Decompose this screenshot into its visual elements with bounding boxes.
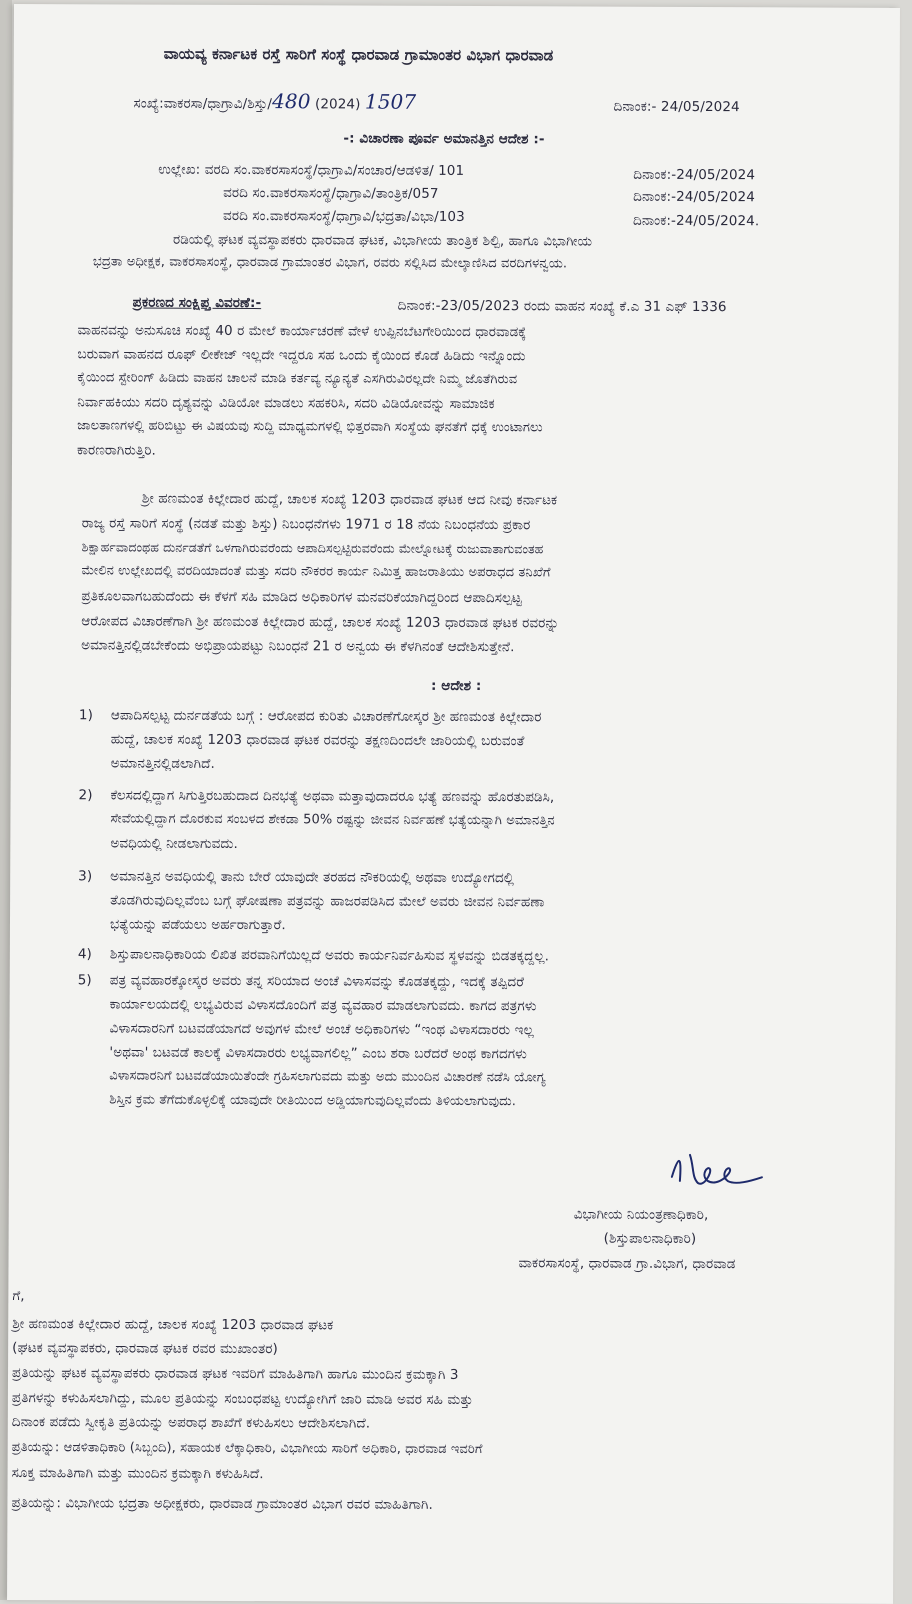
ref-handwritten-serial: 1507 (364, 89, 417, 114)
order-title: -: ವಿಚಾರಣಾ ಪೂರ್ವ ಅಮಾನತ್ತಿನ ಆದೇಶ :- (343, 130, 545, 148)
order-heading: : ಆದೇಶ : (430, 677, 482, 695)
recipient-via: (ಘಟಕ ವ್ಯವಸ್ಥಾಪಕರು, ಧಾರವಾಡ ಘಟಕ ರವರ ಮುಖಾಂತರ) (12, 1340, 278, 1358)
brief-line: ಕಾರಣರಾಗಿರುತ್ತಿರಿ. (77, 442, 156, 459)
brief-line: ಬರುವಾಗ ವಾಹನದ ರೂಫ್ ಲೀಕೇಜ್ ಇಲ್ಲದೇ ಇದ್ದರೂ ಸಹ ಒಂದು ಕೈಯಿಂದ ಕೊಡೆ ಹಿಡಿದು ಇನ್ನೊಂದು (77, 346, 526, 365)
reference-note-line: ಭದ್ರತಾ ಅಧೀಕ್ಷಕ, ವಾಕರಸಾಸಂಸ್ಥೆ, ಧಾರವಾಡ ಗ್ರಾಮಾಂತರ ವಿಭಾಗ, ರವರು ಸಲ್ಲಿಸಿದ ಮೇಲ್ಕಾಣಿಸಿದ ವರದಿಗಳನ್ವಯ. (92, 254, 568, 272)
order-item-line: ಭತ್ಯೆಯನ್ನು ಪಡೆಯಲು ಅರ್ಹರಾಗುತ್ತಾರೆ. (109, 916, 286, 934)
order-item-number: 5) (77, 972, 92, 989)
order-date: ದಿನಾಂಕ:- 24/05/2024 (613, 98, 740, 116)
reference-2-date: ದಿನಾಂಕ:-24/05/2024 (633, 188, 755, 206)
para-line: ರಾಜ್ಯ ರಸ್ತೆ ಸಾರಿಗೆ ಸಂಸ್ಥೆ (ನಡತೆ ಮತ್ತು ಶಿಸ್ತು) ನಿಬಂಧನೆಗಳು 1971 ರ 18 ನೆಯ ನಿಬಂಧನೆಯ ಪ್ರಕಾರ (81, 515, 531, 534)
order-item-number: 4) (77, 946, 92, 963)
order-item-line: ಪತ್ರ ವ್ಯವಹಾರಕ್ಕೋಸ್ಕರ ಅವರು ತನ್ನ ಸರಿಯಾದ ಅಂಚೆ ವಿಳಾಸವನ್ನು ಕೊಡತಕ್ಕದ್ದು, ಇದಕ್ಕೆ ತಪ್ಪಿದರೆ (109, 972, 525, 991)
order-item-line: ಶಿಸ್ತಿನ ಕ್ರಮ ತೆಗೆದುಕೊಳ್ಳಲಿಕ್ಕೆ ಯಾವುದೇ ರೀತಿಯಿಂದ ಅಡ್ಡಿಯಾಗುವುದಿಲ್ಲವೆಂದು ತಿಳಿಯಲಾಗುವುದು. (109, 1092, 517, 1110)
order-item-number: 1) (78, 707, 93, 724)
para-line: ಶಿಕ್ಷಾರ್ಹವಾದಂಥಹ ದುರ್ನಡತೆಗೆ ಒಳಗಾಗಿರುವರೆಂದು ಆಪಾದಿಸಲ್ಪಟ್ಟಿರುವರೆಂದು ಮೇಲ್ನೋಟಕ್ಕೆ ರುಜುವಾತಾಗುವಂತಹ (81, 539, 544, 557)
signatory-role: (ಶಿಸ್ತುಪಾಲನಾಧಿಕಾರಿ) (603, 1230, 697, 1247)
document-sheet (7, 4, 900, 1604)
recipient-name: ಶ್ರೀ ಹಣಮಂತ ಕಿಲ್ಲೇದಾರ ಹುದ್ದೆ, ಚಾಲಕ ಸಂಖ್ಯೆ 1203 ಧಾರವಾಡ ಘಟಕ (12, 1316, 334, 1334)
para-line: ಶ್ರೀ ಹಣಮಂತ ಕಿಲ್ಲೇದಾರ ಹುದ್ದೆ, ಚಾಲಕ ಸಂಖ್ಯೆ 1203 ಧಾರವಾಡ ಘಟಕ ಆದ ನೀವು ಕರ್ನಾಟಕ (141, 490, 558, 509)
copy-line: ಪ್ರತಿಯನ್ನು ಘಟಕ ವ್ಯವಸ್ಥಾಪಕರು ಧಾರವಾಡ ಘಟಕ ಇವರಿಗೆ ಮಾಹಿತಿಗಾಗಿ ಹಾಗೂ ಮುಂದಿನ ಕ್ರಮಕ್ಕಾಗಿ 3 (11, 1365, 459, 1383)
order-item-line: ಶಿಸ್ತುಪಾಲನಾಧಿಕಾರಿಯ ಲಿಖಿತ ಪರವಾನಿಗೆಯಿಲ್ಲದೆ ಅವರು ಕಾರ್ಯನಿರ್ವಹಿಸುವ ಸ್ಥಳವನ್ನು ಬಿಡತಕ್ಕದ್ದಲ್ಲ. (109, 946, 550, 965)
order-item-line: ವಿಳಾಸದಾರನಿಗೆ ಬಟವಡೆಯಾಯಿತೆಂದೇ ಗ್ರಹಿಸಲಾಗುವದು ಮತ್ತು ಅದು ಮುಂದಿನ ವಿಚಾರಣೆ ನಡೆಸಿ ಯೋಗ್ಯ (109, 1068, 546, 1086)
brief-line: ನಿರ್ವಾಹಕಿಯು ಸದರಿ ದೃಶ್ಯವನ್ನು ವಿಡಿಯೋ ಮಾಡಲು ಸಹಕರಿಸಿ, ಸದರಿ ವಿಡಿಯೋವನ್ನು ಸಾಮಾಜಿಕ (77, 394, 495, 413)
copy-line: ಪ್ರತಿಯನ್ನು: ಆಡಳಿತಾಧಿಕಾರಿ (ಸಿಬ್ಬಂದಿ), ಸಹಾಯಕ ಲೆಕ್ಕಾಧಿಕಾರಿ, ವಿಭಾಗೀಯ ಸಾರಿಗೆ ಅಧಿಕಾರಿ, ಧಾರವಾಡ ಇವರಿಗೆ (11, 1440, 483, 1458)
signatory-office: ವಾಕರಸಾಸಂಸ್ಥೆ, ಧಾರವಾಡ ಗ್ರಾ.ವಿಭಾಗ, ಧಾರವಾಡ (518, 1255, 736, 1273)
order-item-line: ಅಮಾನತ್ತಿನಲ್ಲಿಡಲಾಗಿದೆ. (110, 755, 215, 772)
reference-1-date: ದಿನಾಂಕ:-24/05/2024 (633, 166, 756, 184)
order-item-line: ಸೇವೆಯಲ್ಲಿದ್ದಾಗ ದೊರಕುವ ಸಂಬಳದ ಶೇಕಡಾ 50% ರಷ್ಟನ್ನು ಜೀವನ ನಿರ್ವಹಣೆ ಭತ್ಯೆಯನ್ನಾಗಿ ಅಮಾನತ್ತಿನ (110, 811, 555, 829)
reference-2: ವರದಿ ಸಂ.ವಾಕರಸಾಸಂಸ್ಥೆ/ಧಾಗ್ರಾವಿ/ತಾಂತ್ರಿಕ/057 (223, 184, 439, 202)
recipient-to: ಗೆ, (12, 1288, 25, 1305)
copy-line: ಪ್ರತಿಗಳನ್ನು ಕಳುಹಿಸಲಾಗಿದ್ದು, ಮೂಲ ಪ್ರತಿಯನ್ನು ಸಂಬಂಧಪಟ್ಟ ಉದ್ಯೋಗಿಗೆ ಜಾರಿ ಮಾಡಿ ಅವರ ಸಹಿ ಮತ್ತು (11, 1390, 474, 1409)
order-item-line: ಆಪಾದಿಸಲ್ಪಟ್ಟ ದುರ್ನಡತೆಯ ಬಗ್ಗೆ : ಆರೋಪದ ಕುರಿತು ವಿಚಾರಣೆಗೋಸ್ಕರ ಶ್ರೀ ಹಣಮಂತ ಕಿಲ್ಲೇದಾರ (110, 707, 542, 726)
order-item-line: ಕಾರ್ಯಾಲಯದಲ್ಲಿ ಲಭ್ಯವಿರುವ ವಿಳಾಸದೊಂದಿಗೆ ಪತ್ರ ವ್ಯವಹಾರ ಮಾಡಲಾಗುವದು. ಕಾಗದ ಪತ್ರಗಳು (109, 996, 537, 1015)
order-item-line: 'ಅಥವಾ' ಬಟವಡೆ ಕಾಲಕ್ಕೆ ವಿಳಾಸದಾರರು ಲಭ್ಯವಾಗಲಿಲ್ಲ” ಎಂಬ ಶರಾ ಬರೆದರೆ ಅಂಥ ಕಾಗದಗಳು (109, 1044, 527, 1063)
para-line: ಅಮಾನತ್ತಿನಲ್ಲಿಡಬೇಕೆಂದು ಅಭಿಪ್ರಾಯಪಟ್ಟು ನಿಬಂಧನೆ 21 ರ ಅನ್ವಯ ಈ ಕೆಳಗಿನಂತೆ ಆದೇಶಿಸುತ್ತೇನೆ. (81, 637, 515, 656)
brief-line: ಕೈಯಿಂದ ಸ್ಟೇರಿಂಗ್ ಹಿಡಿದು ವಾಹನ ಚಾಲನೆ ಮಾಡಿ ಕರ್ತವ್ಯ ನ್ಯೂನ್ಯತೆ ಎಸಗಿರುವಿರಲ್ಲದೇ ನಿಮ್ಮ ಜೊತೆಗಿರುವ (77, 370, 518, 388)
reference-number (134, 89, 417, 114)
order-item-line: ಅವಧಿಯಲ್ಲಿ ನೀಡಲಾಗುವದು. (110, 835, 238, 852)
ref-year: (2024) (314, 96, 361, 113)
reference-note-line: ರಡಿಯಲ್ಲಿ ಘಟಕ ವ್ಯವಸ್ಥಾಪಕರು ಧಾರವಾಡ ಘಟಕ, ವಿಭಾಗೀಯ ತಾಂತ್ರಿಕ ಶಿಲ್ಪಿ, ಹಾಗೂ ವಿಭಾಗೀಯ (172, 231, 593, 250)
para-line: ಪ್ರತಿಕೂಲವಾಗಬಹುದೆಂದು ಈ ಕೆಳಗೆ ಸಹಿ ಮಾಡಿದ ಅಧಿಕಾರಿಗಳ ಮನವರಿಕೆಯಾಗಿದ್ದರಿಂದ ಆಪಾದಿಸಲ್ಪಟ್ಟ (81, 588, 522, 607)
brief-line: ದಿನಾಂಕ:-23/05/2023 ರಂದು ವಾಹನ ಸಂಖ್ಯೆ ಕೆ.ಎ 31 ಎಫ್ 1336 (397, 297, 727, 316)
para-line: ಆರೋಪದ ವಿಚಾರಣೆಗಾಗಿ ಶ್ರೀ ಹಣಮಂತ ಕಿಲ್ಲೇದಾರ ಹುದ್ದೆ, ಚಾಲಕ ಸಂಖ್ಯೆ 1203 ಧಾರವಾಡ ಘಟಕ ರವರನ್ನು (81, 613, 560, 632)
brief-heading: ಪ್ರಕರಣದ ಸಂಕ್ಷಿಪ್ತ ವಿವರಣೆ:- (132, 294, 262, 312)
ref-prefix: ಸಂಖ್ಯೆ:ವಾಕರಸಾ/ಧಾಗ್ರಾವಿ/ಶಿಸ್ತು/ (133, 95, 273, 113)
order-item-line: ತೊಡಗಿರುವುದಿಲ್ಲವೆಂಬ ಬಗ್ಗೆ ಘೋಷಣಾ ಪತ್ರವನ್ನು ಹಾಜರಪಡಿಸಿದ ಮೇಲೆ ಅವರು ಜೀವನ ನಿರ್ವಹಣಾ (110, 892, 545, 911)
copy-line: ಸೂಕ್ತ ಮಾಹಿತಿಗಾಗಿ ಮತ್ತು ಮುಂದಿನ ಕ್ರಮಕ್ಕಾಗಿ ಕಳುಹಿಸಿದೆ. (11, 1465, 264, 1483)
copy-line: ದಿನಾಂಕ ಪಡೆದು ಸ್ವೀಕೃತಿ ಪ್ರತಿಯನ್ನು ಅಪರಾಧ ಶಾಖೆಗೆ ಕಳುಹಿಸಲು ಆದೇಶಿಸಲಾಗಿದೆ. (11, 1414, 371, 1432)
brief-line: ವಾಹನವನ್ನು ಅನುಸೂಚಿ ಸಂಖ್ಯೆ 40 ರ ಮೇಲೆ ಕಾರ್ಯಾಚರಣೆ ವೇಳೆ ಉಪ್ಪಿನಬೆಟಗೇರಿಯಿಂದ ಧಾರವಾಡಕ್ಕೆ (77, 322, 527, 341)
order-item-number: 3) (78, 868, 93, 885)
ref-handwritten-number: 480 (272, 89, 311, 114)
reference-1: ಉಲ್ಲೇಖ: ವರದಿ ಸಂ.ವಾಕರಸಾಸಂಸ್ಥೆ/ಧಾಗ್ರಾವಿ/ಸಂಚಾರ/ಆಡಳಿತ/ 101 (158, 161, 465, 179)
org-title: ವಾಯವ್ಯ ಕರ್ನಾಟಕ ರಸ್ತೆ ಸಾರಿಗೆ ಸಂಸ್ಥೆ ಧಾರವಾಡ ಗ್ರಾಮಾಂತರ ವಿಭಾಗ ಧಾರವಾಡ (163, 44, 554, 65)
brief-line: ಜಾಲತಾಣಗಳಲ್ಲಿ ಹರಿಬಿಟ್ಟು ಈ ವಿಷಯವು ಸುದ್ದಿ ಮಾಧ್ಯಮಗಳಲ್ಲಿ ಭಿತ್ತರವಾಗಿ ಸಂಸ್ಥೆಯ ಘನತೆಗೆ ಧಕ್ಕೆ ಉಂಟಾಗಲು (77, 418, 543, 436)
order-item-line: ಕೆಲಸದಲ್ಲಿದ್ದಾಗ ಸಿಗುತ್ತಿರಬಹುದಾದ ದಿನಭತ್ಯೆ ಅಥವಾ ಮತ್ತಾವುದಾದರೂ ಭತ್ಯೆ ಹಣವನ್ನು ಹೊರತುಪಡಿಸಿ, (110, 787, 555, 806)
order-item-line: ಹುದ್ದೆ, ಚಾಲಕ ಸಂಖ್ಯೆ 1203 ಧಾರವಾಡ ಘಟಕ ರವರನ್ನು ತಕ್ಷಣದಿಂದಲೇ ಜಾರಿಯಲ್ಲಿ ಬರುವಂತೆ (110, 731, 525, 750)
signatory-designation: ವಿಭಾಗೀಯ ನಿಯಂತ್ರಣಾಧಿಕಾರಿ, (573, 1206, 709, 1224)
reference-3: ವರದಿ ಸಂ.ವಾಕರಸಾಸಂಸ್ಥೆ/ಧಾಗ್ರಾವಿ/ಭದ್ರತಾ/ವಿಭಾ/103 (223, 207, 465, 225)
signature-scribble (664, 1147, 774, 1193)
reference-3-date: ದಿನಾಂಕ:-24/05/2024. (633, 212, 760, 230)
order-item-line: ವಿಳಾಸದಾರನಿಗೆ ಬಟವಡೆಯಾಗದೆ ಅವುಗಳ ಮೇಲೆ ಅಂಚೆ ಅಧಿಕಾರಿಗಳು “ಇಂಥ ವಿಳಾಸದಾರರು ಇಲ್ಲ (109, 1020, 534, 1039)
order-item-line: ಅಮಾನತ್ತಿನ ಅವಧಿಯಲ್ಲಿ ತಾನು ಬೇರೆ ಯಾವುದೇ ತರಹದ ನೌಕರಿಯಲ್ಲಿ ಅಥವಾ ಉದ್ಯೋಗದಲ್ಲಿ (110, 868, 515, 887)
copy-line: ಪ್ರತಿಯನ್ನು: ವಿಭಾಗೀಯ ಭದ್ರತಾ ಅಧೀಕ್ಷಕರು, ಧಾರವಾಡ ಗ್ರಾಮಾಂತರ ವಿಭಾಗ ರವರ ಮಾಹಿತಿಗಾಗಿ. (11, 1495, 433, 1513)
order-item-number: 2) (78, 787, 93, 804)
para-line: ಮೇಲಿನ ಉಲ್ಲೇಖದಲ್ಲಿ ವರದಿಯಾದಂತೆ ಮತ್ತು ಸದರಿ ನೌಕರರ ಕಾರ್ಯ ನಿಮಿತ್ತ ಹಾಜರಾತಿಯು ಅಪರಾಧದ ತನಿಖೆಗೆ (81, 563, 551, 581)
